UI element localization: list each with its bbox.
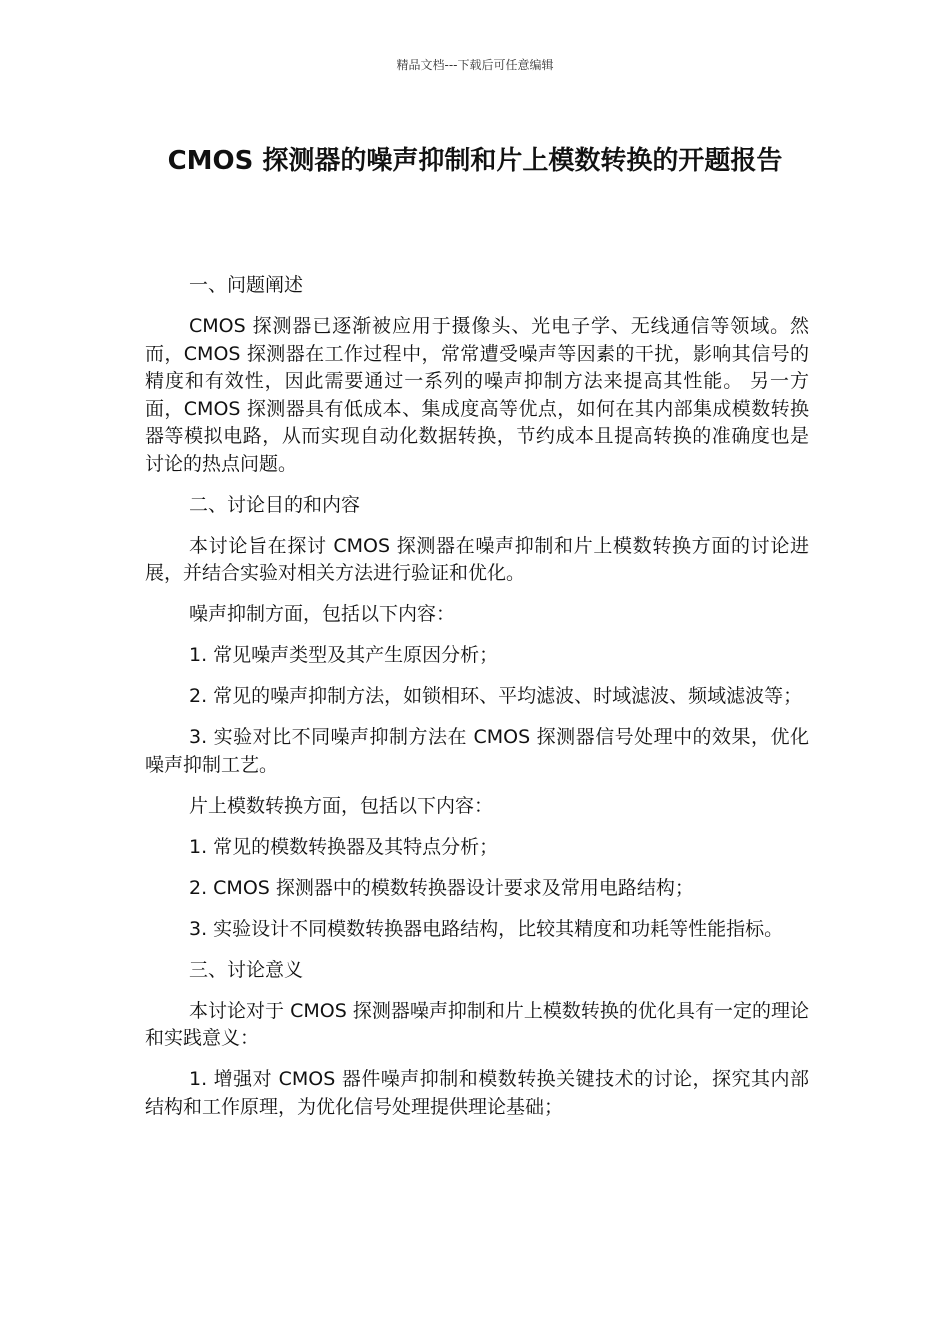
list-item-adc-1: 1. 常见的模数转换器及其特点分析； bbox=[189, 835, 499, 858]
section-heading-problem: 一、问题阐述 bbox=[189, 274, 304, 296]
section-heading-purpose: 二、讨论目的和内容 bbox=[189, 493, 361, 516]
list-item-significance-1: 1. 增强对 CMOS 器件噪声抑制和模数转换关键技术的讨论，探究其内部结构和工作原理，为优化信号处理提供理论基础； bbox=[145, 1068, 809, 1118]
paragraph-purpose: 本讨论旨在探讨 CMOS 探测器在噪声抑制和片上模数转换方面的讨论进展，并结合实验对相关方法进行验证和优化。 bbox=[145, 534, 809, 584]
document-title: CMOS 探测器的噪声抑制和片上模数转换的开题报告 bbox=[167, 146, 783, 176]
paragraph-noise-intro: 噪声抑制方面，包括以下内容： bbox=[189, 603, 456, 625]
section-heading-significance: 三、讨论意义 bbox=[189, 958, 304, 981]
document-body bbox=[145, 272, 809, 1135]
list-item-adc-3: 3. 实验设计不同模数转换器电路结构，比较其精度和功耗等性能指标。 bbox=[189, 917, 784, 940]
paragraph-adc-intro: 片上模数转换方面，包括以下内容： bbox=[189, 794, 494, 817]
list-item-adc-2: 2. CMOS 探测器中的模数转换器设计要求及常用电路结构； bbox=[189, 876, 694, 899]
list-item-noise-1: 1. 常见噪声类型及其产生原因分析； bbox=[189, 644, 499, 666]
page-header: 精品文档---下载后可任意编辑 bbox=[396, 58, 554, 72]
paragraph-problem-description: CMOS 探测器已逐渐被应用于摄像头、光电子学、无线通信等领域。然而，CMOS 探测器在工作过程中，常常遭受噪声等因素的干扰，影响其信号的精度和有效性，因此需要通过一系列的噪声抑制方法来提高其性能。 另一方面，CMOS 探测器具有低成本、集成度高等优点，如何在其内部集成模数转换器等模拟电路，从而实现自动化数据转换，节约成本且提高转换的准确度也是讨论的热点问题。 bbox=[145, 315, 809, 475]
paragraph-significance: 本讨论对于 CMOS 探测器噪声抑制和片上模数转换的优化具有一定的理论和实践意义： bbox=[145, 999, 809, 1049]
list-item-noise-3: 3. 实验对比不同噪声抑制方法在 CMOS 探测器信号处理中的效果，优化噪声抑制工艺。 bbox=[145, 726, 809, 776]
list-item-noise-2: 2. 常见的噪声抑制方法，如锁相环、平均滤波、时域滤波、频域滤波等； bbox=[189, 685, 803, 707]
